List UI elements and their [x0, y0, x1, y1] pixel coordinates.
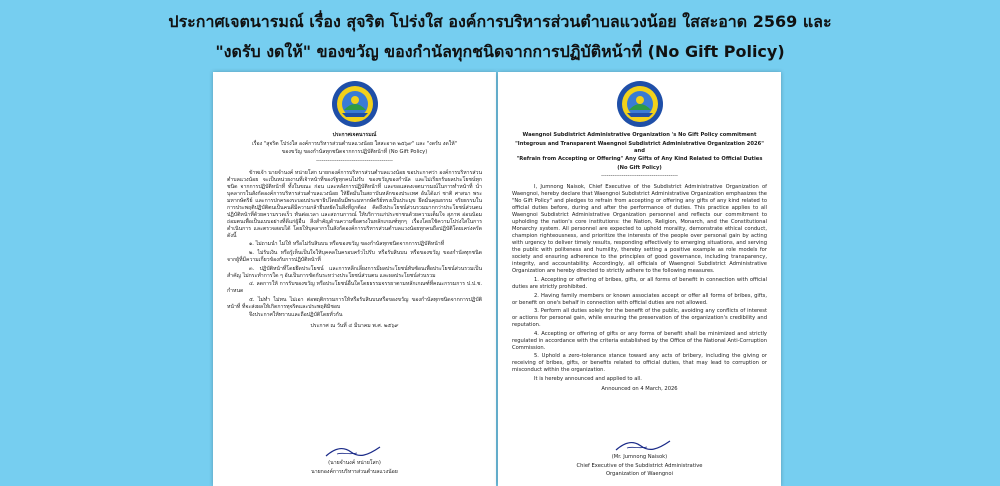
thai-item-3: ๓. ปฏิบัติหน้าที่โดยยึดประโยชน์ และการหลีกเลี่ยงการมีผลประโยชน์ทับซ้อนเพื่อประโยชน์ส่วนรวมเป็นสำคัญ ไม่กระทำการใด ๆ อันเป็นการขัดกันระหว่างประโยชน์ส่วนตน และผลประโยชน์ส่วนรวม [227, 265, 482, 279]
english-heading: Waengnoi Subdistrict Administrative Organization 's No Gift Policy commitment [522, 132, 757, 138]
english-item-3: 3. Perform all duties solely for the benefit of the public, avoiding any conflicts of interest or actions for personal gain, while ensuring the preservation of the organization's credibility and reputation. [512, 308, 767, 329]
english-item-4: 4. Accepting or offering of gifts or any forms of benefit shall be minimized and strictly regulated in accordance with the criteria established by the Office of the National Anti-Corruption Commission. [512, 330, 767, 351]
banner-line-2: "งดรับ งดให้" ของขวัญ ของกำนัลทุกชนิดจากการปฏิบัติหน้าที่ (No Gift Policy) [215, 42, 785, 61]
thai-subject-line-2: ของขวัญ ของกำนัลทุกชนิดจากการปฏิบัติหน้าที่ (No Gift Policy) [281, 149, 428, 156]
english-item-5: 5. Uphold a zero-tolerance stance toward any acts of bribery, including the giving or receiving of bribes, gifts, or benefits related to official duties, that may lead to corruption or misconduct within the organization. [512, 353, 767, 374]
english-subject-line-2: "Refrain from Accepting or Offering" Any Gifts of Any Kind Related to Official Duties [516, 156, 763, 163]
thai-date: ประกาศ ณ วันที่ ๔ มีนาคม พ.ศ. ๒๕๖๙ [310, 323, 399, 330]
thai-announcement-page [213, 72, 496, 486]
thai-signer-title: นายกองค์การบริหารส่วนตำบลแวงน้อย [311, 468, 398, 475]
thai-item-5: ๕. ไม่ทำ ไม่ทน ไม่เอา ต่อพฤติกรรมการให้หรือรับสินบนหรือของขวัญ ของกำนัลทุกชนิดจากการปฏิบัติหน้าที่ ที่จะส่งผลให้เกิดการทุจริตและประพฤติมิชอบ [227, 296, 482, 310]
thai-paragraph: ข้าพเจ้า นายจำนงค์ หน่ายโสก นายกองค์การบริหารส่วนตำบลแวงน้อย ขอประกาศว่า องค์การบริหารส่วนตำบลแวงน้อย จะเป็นหน่วยงานที่เจ้าหน้าที่ของรัฐทุกคนไม่รับ ของขวัญของกำนัล และไม่เรียกรับผลประโยชน์ทุกชนิด จากการปฏิบัติหน้าที่ ทั้งในขณะ ก่อน และหลังการปฏิบัติหน้าที่ และขอแสดงเจตนารมณ์ในการทำหน้าที่ นำบุคลากรในสังกัดองค์การบริหารส่วนตำบลแวงน้อย ให้ยึดมั่นในสถาบันหลักของประเทศ อันได้แก่ ชาติ ศาสนา พระมหากษัตริย์ และการปกครองระบอบประชาธิปไตยอันมีพระมหากษัตริย์ทรงเป็นประมุข ยึดมั่นคุณธรรม จริยธรรมในการประพฤติปฏิบัติตนเป็นคนดีมีความกล้ายืนหยัดในสิ่งที่ถูกต้อง คิดถึงประโยชน์ส่วนรวมมากกว่าประโยชน์ส่วนตน ปฏิบัติหน้าที่ด้วยความรวดเร็ว ทันต่อเวลา และสถานการณ์ ให้บริการแก่ประชาชนด้วยความเต็มใจ สุภาพ อ่อนน้อมถ่อมตนเพื่อเป็นแบบอย่างที่ดีแก่ผู้อื่น สิ่งสำคัญด้านความซื่อตรงในหลักเกณฑ์ทุกๆ เรื่องโดยใช้ความโปร่งใสในการดำเนินการ และตรวจสอบได้ โดยให้บุคลากรในสังกัดองค์การบริหารส่วนตำบลแวงน้อยทุกคนถือปฏิบัติโดยเคร่งครัด ดังนี้ [227, 169, 483, 239]
english-announcement-page [498, 72, 781, 486]
thai-item-1: ๑. ไม่ถามนำ ไม่ให้ หรือไม่รับสินบน หรือของขวัญ ของกำนัลทุกชนิดจากการปฏิบัติหน้าที่ [249, 241, 445, 248]
thai-closing: จึงประกาศให้ทราบและถือปฏิบัติโดยทั่วกัน [249, 312, 343, 319]
thai-subject-line-1: เรื่อง "สุจริต โปร่งใส องค์การบริหารส่วนตำบลแวงน้อย ใสสะอาด ๒๕๖๙" และ "งดรับ งดให้" [251, 140, 458, 147]
english-signer-title-2: Organization of Waengnoi [605, 471, 674, 478]
thai-signer-name: (นายจำนงค์ หน่ายโสก) [328, 460, 381, 466]
english-item-2: 2. Having family members or known associates accept or offer all forms of bribes, gifts, or benefit on one's behalf in connection with official duties are not allowed. [512, 292, 767, 306]
english-paragraph: I, Jumnong Naisok, Chief Executive of the Subdistrict Administrative Organization of Waengnoi, hereby declare that Waengnoi Subdistrict Administrative Organization emphasizes the "No Gift Policy" and pledges to refrain from accepting or offering any gifts of any kind related to official duties before, during and after the performance of duties. This practice applies to all Waengnoi Subdistrict Administrative Organization personnel and reflects our commitment to upholding the nation's core institutions: the Nation, Religion, Monarch, and the Constitutional Monarchy system. All personnel are expected to uphold morality, demonstrate ethical conduct, champion righteousness, and prioritize the interests of the people over personal gain by acting with urgency to deliver timely results, responding effectively to emerging situations, and serving the public with politeness and humility, thereby setting a positive example as role models for society and ensuring adherence to the principles of good governance, including transparency, integrity, and accountability. Accordingly, all officials of Waengnoi Subdistrict Administrative Organization are hereby directed to strictly adhere to the following measures. [512, 184, 767, 275]
english-signer-name: (Mr. Jumnong Naisok) [611, 454, 668, 460]
english-document-body: Waengnoi Subdistrict Administrative Organization 's No Gift Policy commitment "Integrous and Transparent Waengnoi Subdistrict Administrative Organization 2026" and "Refrain from Accepting or Offering" Any Gifts of Any Kind Related to Official Duties (No Gift Policy) ----------------------------------------- I, Jumnong Naisok, Chief Executive of the Subdistrict Administrative Organization of Waengnoi, hereby declare that Waengnoi Subdistrict Administrative Organization emphasizes the "No Gift Policy" and pledges to refrain from accepting or offering any gifts of any kind related to official duties before, during and after the performance of duties. This practice applies to all Waengnoi Subdistrict Administrative Organization personnel and reflects our commitment to upholding the nation's core institutions: the Nation, Religion, Monarch, and the Constitutional Monarchy system. All personnel are expected to uphold morality, demonstrate ethical conduct, champion righteousness, and prioritize the interests of the people over personal gain by acting with urgency to deliver timely results, responding effectively to emerging situations, and serving the public with politeness and humility, thereby setting a positive example as role models for society and ensuring adherence to the principles of good governance, including transparency, integrity, and accountability. Accordingly, all officials of Waengnoi Subdistrict Administrative Organization are hereby directed to strictly adhere to the following measures. 1. Accepting or offering of bribes, gifts, or all forms of benefit in connection with official duties are strictly prohibited. 2. Having family members or known associates accept or offer all forms of bribes, gifts, or benefit on one's behalf in connection with official duties are not allowed. 3. Perform all duties solely for the benefit of the public, avoiding any conflicts of interest or actions for personal gain, while ensuring the preservation of the organization's credibility and reputation. 4. Accepting or offering of gifts or any forms of benefit shall be minimized and strictly regulated in accordance with the criteria established by the Office of the National Anti-Corruption Commission. 5. Uphold a zero-tolerance stance toward any acts of bribery, including the giving or receiving of bribes, gifts, or benefits related to official duties, that may lead to corruption or misconduct within the organization. It is hereby announced and applied to all. Announced on 4 March, 2026 [512, 132, 767, 392]
thai-signature-icon [323, 444, 383, 460]
thai-heading: ประกาศเจตนารมณ์ [332, 132, 377, 138]
english-closing: It is hereby announced and applied to all. [534, 375, 642, 382]
banner-line-1: ประกาศเจตนารมณ์ เรื่อง สุจริต โปร่งใส องค์การบริหารส่วนตำบลแวงน้อย ใสสะอาด 2569 และ [168, 12, 832, 31]
thai-item-2: ๒. ไม่รับเงิน หรือรู้เห็นเป็นใจให้บุคคลในครอบครัวไปรับ หรือรับสินบน หรือของขวัญ ของกำนัลทุกชนิดจากผู้ที่มีความเกี่ยวข้องกับการปฏิบัติหน้าที่ [227, 249, 482, 263]
english-date: Announced on 4 March, 2026 [601, 385, 678, 392]
organization-seal-icon [331, 80, 379, 128]
organization-seal-icon [616, 80, 664, 128]
english-subject-line-1: "Integrous and Transparent Waengnoi Subdistrict Administrative Organization 2026" and [515, 140, 764, 154]
title-banner [0, 0, 1000, 72]
english-signature-icon [613, 438, 673, 454]
thai-item-4: ๔. ลดการให้ การรับของขวัญ หรือประโยชน์อื่นใดโดยธรรมจรรยาตามหลักเกณฑ์ที่คณะกรรมการ ป.ป.ช. กำหนด [227, 281, 482, 295]
thai-document-body: ประกาศเจตนารมณ์ เรื่อง "สุจริต โปร่งใส องค์การบริหารส่วนตำบลแวงน้อย ใสสะอาด ๒๕๖๙" และ "งดรับ งดให้" ของขวัญ ของกำนัลทุกชนิดจากการปฏิบัติหน้าที่ (No Gift Policy) ----------------------------------------- ข้าพเจ้า นายจำนงค์ หน่ายโสก นายกองค์การบริหารส่วนตำบลแวงน้อย ขอประกาศว่า องค์การบริหารส่วนตำบลแวงน้อย จะเป็นหน่วยงานที่เจ้าหน้าที่ของรัฐทุกคนไม่รับ ของขวัญของกำนัล และไม่เรียกรับผลประโยชน์ทุกชนิด จากการปฏิบัติหน้าที่ ทั้งในขณะ ก่อน และหลังการปฏิบัติหน้าที่ และขอแสดงเจตนารมณ์ในการทำหน้าที่ นำบุคลากรในสังกัดองค์การบริหารส่วนตำบลแวงน้อย ให้ยึดมั่นในสถาบันหลักของประเทศ อันได้แก่ ชาติ ศาสนา พระมหากษัตริย์ และการปกครองระบอบประชาธิปไตยอันมีพระมหากษัตริย์ทรงเป็นประมุข ยึดมั่นคุณธรรม จริยธรรมในการประพฤติปฏิบัติตนเป็นคนดีมีความกล้ายืนหยัดในสิ่งที่ถูกต้อง คิดถึงประโยชน์ส่วนรวมมากกว่าประโยชน์ส่วนตน ปฏิบัติหน้าที่ด้วยความรวดเร็ว ทันต่อเวลา และสถานการณ์ ให้บริการแก่ประชาชนด้วยความเต็มใจ สุภาพ อ่อนน้อมถ่อมตนเพื่อเป็นแบบอย่างที่ดีแก่ผู้อื่น สิ่งสำคัญด้านความซื่อตรงในหลักเกณฑ์ทุกๆ เรื่องโดยใช้ความโปร่งใสในการดำเนินการ และตรวจสอบได้ โดยให้บุคลากรในสังกัดองค์การบริหารส่วนตำบลแวงน้อยทุกคนถือปฏิบัติโดยเคร่งครัด ดังนี้ ๑. ไม่ถามนำ ไม่ให้ หรือไม่รับสินบน หรือของขวัญ ของกำนัลทุกชนิดจากการปฏิบัติหน้าที่ ๒. ไม่รับเงิน หรือรู้เห็นเป็นใจให้บุคคลในครอบครัวไปรับ หรือรับสินบน หรือของขวัญ ของกำนัลทุกชนิดจากผู้ที่มีความเกี่ยวข้องกับการปฏิบัติหน้าที่ ๓. ปฏิบัติหน้าที่โดยยึดประโยชน์ และการหลีกเลี่ยงการมีผลประโยชน์ทับซ้อนเพื่อประโยชน์ส่วนรวมเป็นสำคัญ ไม่กระทำการใด ๆ อันเป็นการขัดกันระหว่างประโยชน์ส่วนตน และผลประโยชน์ส่วนรวม ๔. ลดการให้ การรับของขวัญ หรือประโยชน์อื่นใดโดยธรรมจรรยาตามหลักเกณฑ์ที่คณะกรรมการ ป.ป.ช. กำหนด ๕. ไม่ทำ ไม่ทน ไม่เอา ต่อพฤติกรรมการให้หรือรับสินบนหรือของขวัญ ของกำนัลทุกชนิดจากการปฏิบัติหน้าที่ ที่จะส่งผลให้เกิดการทุจริตและประพฤติมิชอบ จึงประกาศให้ทราบและถือปฏิบัติโดยทั่วกัน ประกาศ ณ วันที่ ๔ มีนาคม พ.ศ. ๒๕๖๙ [227, 132, 483, 330]
english-signer-title-1: Chief Executive of the Subdistrict Administrative [576, 462, 703, 469]
english-item-1: 1. Accepting or offering of bribes, gifts, or all forms of benefit in connection with official duties are strictly prohibited. [512, 276, 767, 290]
english-subject-line-3: (No Gift Policy) [617, 164, 662, 171]
